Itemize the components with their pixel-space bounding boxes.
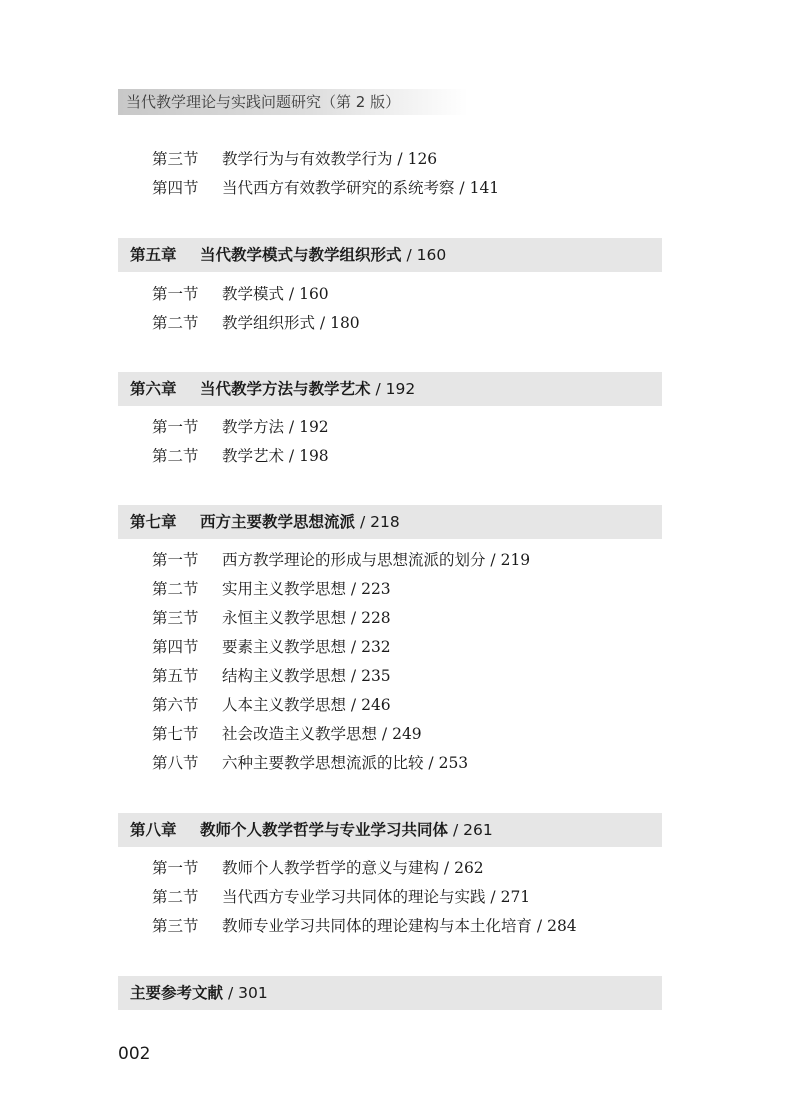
toc-section-row bbox=[152, 413, 329, 441]
chapter-title: 西方主要教学思想流派 bbox=[200, 513, 356, 531]
toc-section-row bbox=[152, 546, 530, 574]
section-title: 西方教学理论的形成与思想流派的划分 / 219 bbox=[222, 551, 531, 569]
section-number: 第三节 bbox=[152, 917, 199, 935]
toc-chapter-row bbox=[118, 976, 662, 1010]
toc-section-row bbox=[152, 720, 422, 748]
section-number: 第三节 bbox=[152, 150, 199, 168]
section-title: 教学艺术 / 198 bbox=[222, 447, 329, 465]
section-number: 第一节 bbox=[152, 551, 199, 569]
section-number: 第一节 bbox=[152, 859, 199, 877]
section-number: 第三节 bbox=[152, 609, 199, 627]
chapter-title: 教师个人教学哲学与专业学习共同体 bbox=[200, 821, 449, 839]
section-number: 第二节 bbox=[152, 314, 199, 332]
section-number: 第一节 bbox=[152, 285, 199, 303]
toc-section-row bbox=[152, 280, 329, 308]
section-title: 教师专业学习共同体的理论建构与本土化培育 / 284 bbox=[222, 917, 577, 935]
section-title: 实用主义教学思想 / 223 bbox=[222, 580, 391, 598]
page-number: 002 bbox=[118, 1044, 151, 1064]
section-title: 教学组织形式 / 180 bbox=[222, 314, 360, 332]
chapter-title: 当代教学模式与教学组织形式 bbox=[200, 246, 402, 264]
toc-chapter-row bbox=[118, 505, 662, 539]
chapter-page: / 218 bbox=[355, 513, 400, 531]
section-number: 第七节 bbox=[152, 725, 199, 743]
chapter-number: 第五章 bbox=[130, 246, 177, 264]
section-number: 第六节 bbox=[152, 696, 199, 714]
toc-section-row bbox=[152, 749, 468, 777]
section-title: 教学行为与有效教学行为 / 126 bbox=[222, 150, 438, 168]
section-title: 人本主义教学思想 / 246 bbox=[222, 696, 391, 714]
section-number: 第八节 bbox=[152, 754, 199, 772]
toc-section-row bbox=[152, 174, 499, 202]
chapter-title: 当代教学方法与教学艺术 bbox=[200, 380, 371, 398]
section-number: 第二节 bbox=[152, 580, 199, 598]
section-number: 第一节 bbox=[152, 418, 199, 436]
section-number: 第五节 bbox=[152, 667, 199, 685]
section-title: 教师个人教学哲学的意义与建构 / 262 bbox=[222, 859, 484, 877]
chapter-number: 第八章 bbox=[130, 821, 177, 839]
section-title: 教学方法 / 192 bbox=[222, 418, 329, 436]
chapter-number: 第六章 bbox=[130, 380, 177, 398]
section-title: 永恒主义教学思想 / 228 bbox=[222, 609, 391, 627]
toc-chapter-row bbox=[118, 813, 662, 847]
toc-section-row bbox=[152, 309, 360, 337]
section-number: 第四节 bbox=[152, 179, 199, 197]
chapter-page: / 160 bbox=[401, 246, 447, 264]
book-title: 当代教学理论与实践问题研究（第 2 版） bbox=[126, 93, 401, 111]
section-title: 当代西方专业学习共同体的理论与实践 / 271 bbox=[222, 888, 531, 906]
toc-section-row bbox=[152, 633, 391, 661]
section-title: 结构主义教学思想 / 235 bbox=[222, 667, 391, 685]
toc-section-row bbox=[152, 854, 484, 882]
chapter-page: / 261 bbox=[448, 821, 493, 839]
toc-section-row bbox=[152, 442, 329, 470]
chapter-title: 主要参考文献 bbox=[130, 984, 224, 1002]
toc-section-row bbox=[152, 883, 530, 911]
toc-chapter-row bbox=[118, 238, 662, 272]
toc-section-row bbox=[152, 691, 391, 719]
toc-section-row bbox=[152, 662, 391, 690]
toc-section-row bbox=[152, 575, 391, 603]
chapter-page: / 301 bbox=[223, 984, 268, 1002]
section-title: 要素主义教学思想 / 232 bbox=[222, 638, 391, 656]
section-title: 教学模式 / 160 bbox=[222, 285, 329, 303]
toc-section-row bbox=[152, 604, 391, 632]
toc-section-row bbox=[152, 145, 437, 173]
chapter-number: 第七章 bbox=[130, 513, 177, 531]
section-title: 当代西方有效教学研究的系统考察 / 141 bbox=[222, 179, 500, 197]
section-number: 第四节 bbox=[152, 638, 199, 656]
toc-section-row bbox=[152, 912, 577, 940]
toc-chapter-row bbox=[118, 372, 662, 406]
section-title: 社会改造主义教学思想 / 249 bbox=[222, 725, 422, 743]
section-number: 第二节 bbox=[152, 447, 199, 465]
chapter-page: / 192 bbox=[370, 380, 416, 398]
section-number: 第二节 bbox=[152, 888, 199, 906]
section-title: 六种主要教学思想流派的比较 / 253 bbox=[222, 754, 469, 772]
